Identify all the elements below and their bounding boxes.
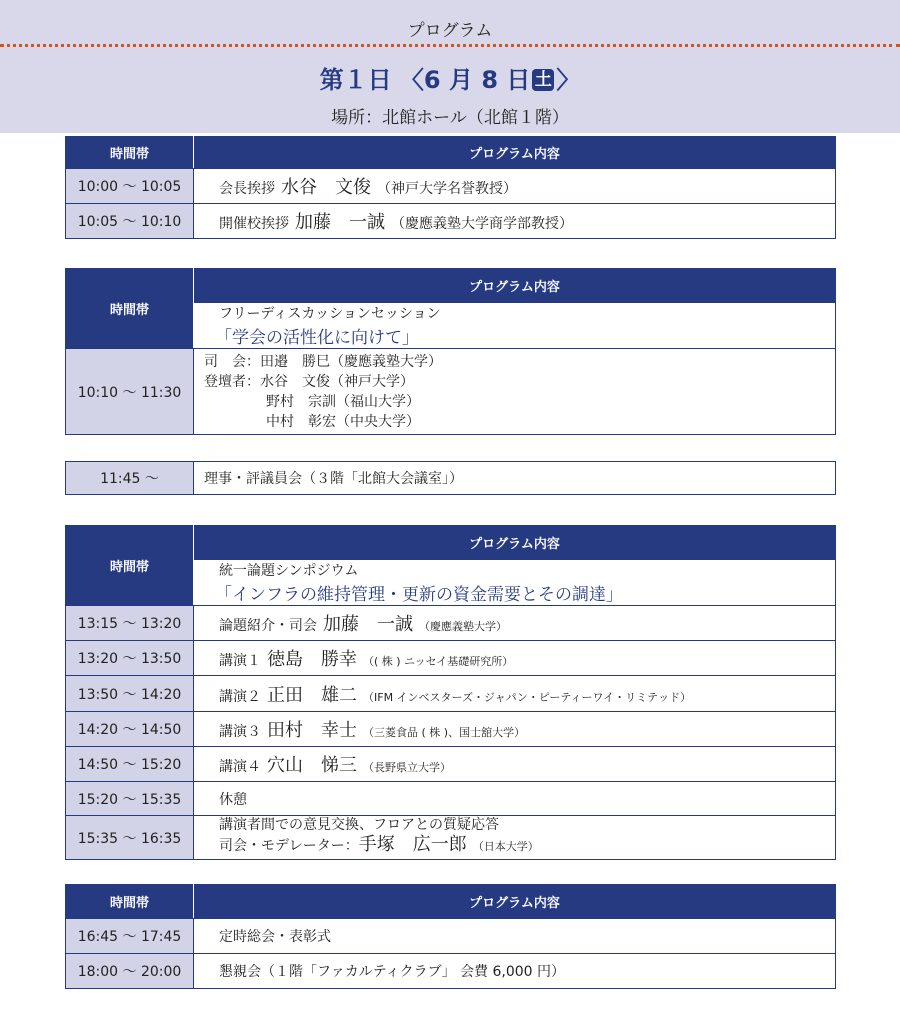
affiliation-text: （長野県立大学） [363, 761, 451, 774]
affiliation-text: （慶應義塾大学商学部教授） [391, 216, 573, 232]
time-cell: 11:45 〜 [66, 462, 194, 495]
content-cell [194, 169, 836, 204]
role-text: 会長挨拶 [219, 181, 275, 197]
role-text: 講演４ [219, 759, 261, 775]
time-cell: 18:00 〜 20:00 [66, 954, 194, 989]
schedule-table-symposium [65, 525, 836, 860]
time-cell: 10:10 〜 11:30 [66, 349, 194, 435]
session-theme: 「学会の活性化に向けて」 [215, 328, 419, 348]
affiliation-text: （慶應義塾大学） [419, 620, 507, 633]
header-time: 時間帯 [66, 526, 194, 606]
speaker-name: 手塚 広一郎 [358, 834, 467, 855]
content-cell: 懇親会（１階「ファカルティクラブ」 会費 6,000 円） [194, 954, 836, 989]
table-row [66, 462, 836, 495]
header-content: プログラム内容 [194, 885, 836, 919]
moderator-line: 司会・モデレーター：手塚 広一郎 （日本大学） [219, 834, 539, 855]
content-cell [194, 204, 836, 239]
day-title [0, 60, 900, 95]
discussion-line: 講演者間での意見交換、フロアとの質疑応答 [219, 817, 499, 833]
content-cell [194, 712, 836, 747]
speaker-name: 穴山 悌三 [267, 755, 357, 776]
table-row [66, 676, 836, 712]
panelist-line: 野村 宗訓（福山大学） [266, 393, 420, 410]
table-row [66, 712, 836, 747]
role-text: 講演１ [219, 653, 261, 669]
table-row [66, 169, 836, 204]
weekday-badge: 土 [532, 69, 554, 91]
dotted-divider [0, 44, 900, 47]
role-text: 開催校挨拶 [219, 216, 289, 232]
content-cell: 定時総会・表彰式 [194, 919, 836, 954]
content-cell: 理事・評議員会（３階「北館大会議室」） [194, 462, 836, 495]
time-cell: 13:20 〜 13:50 [66, 641, 194, 676]
session-title: フリーディスカッションセッション [219, 306, 441, 322]
panel-cell [194, 349, 836, 435]
affiliation-text: （三菱食品 ( 株 )、国士舘大学） [363, 726, 526, 739]
moderator-line: 司 会：田邉 勝巳（慶應義塾大学） [204, 353, 442, 370]
speaker-name: 水谷 文俊 [281, 177, 371, 198]
content-cell [194, 747, 836, 782]
role-text: 講演３ [219, 724, 261, 740]
table-row [66, 204, 836, 239]
table-row [66, 606, 836, 641]
table-row [66, 919, 836, 954]
role-text: 論題紹介・司会 [219, 618, 317, 634]
schedule-table-opening [65, 136, 836, 239]
content-cell [194, 816, 836, 860]
panelist-line: 中村 彰宏（中央大学） [266, 413, 420, 430]
time-cell: 10:05 〜 10:10 [66, 204, 194, 239]
schedule-table-board [65, 461, 836, 495]
table-row [66, 641, 836, 676]
table-row [66, 816, 836, 860]
session-theme: 「インフラの維持管理・更新の資金需要とその調達」 [215, 585, 623, 605]
time-cell: 15:35 〜 16:35 [66, 816, 194, 860]
day-title-close: 〉 [556, 66, 581, 94]
time-cell: 14:50 〜 15:20 [66, 747, 194, 782]
session-cell [194, 560, 836, 606]
speaker-name: 加藤 一誠 [295, 212, 385, 233]
time-cell: 13:50 〜 14:20 [66, 676, 194, 712]
time-cell: 16:45 〜 17:45 [66, 919, 194, 954]
speaker-name: 田村 幸士 [267, 720, 357, 741]
speaker-name: 正田 雄二 [267, 684, 357, 706]
header-time: 時間帯 [66, 885, 194, 919]
speaker-name: 徳島 勝幸 [267, 649, 357, 670]
venue-text: 場所：北館ホール（北館１階） [331, 108, 569, 128]
time-cell: 15:20 〜 15:35 [66, 782, 194, 816]
content-cell [194, 676, 836, 712]
affiliation-text: （神戸大学名誉教授） [377, 181, 517, 197]
session-cell [194, 303, 836, 349]
affiliation-text: （IFM インベスターズ・ジャパン・ピーティーワイ・リミテッド） [363, 690, 692, 704]
table-row [66, 954, 836, 989]
header-content: プログラム内容 [194, 269, 836, 303]
header-time: 時間帯 [66, 269, 194, 349]
table-row [66, 349, 836, 435]
table-row [66, 747, 836, 782]
table-row [66, 782, 836, 816]
role-text: 講演２ [219, 688, 261, 705]
schedule-table-discussion [65, 268, 836, 435]
affiliation-text: （日本大学） [472, 840, 539, 853]
schedule-table-closing [65, 884, 836, 989]
header-content: プログラム内容 [194, 137, 836, 169]
content-cell: 休憩 [194, 782, 836, 816]
affiliation-text: （( 株 ) ニッセイ基礎研究所） [363, 655, 514, 668]
header-time: 時間帯 [66, 137, 194, 169]
session-title: 統一論題シンポジウム [219, 563, 359, 579]
time-cell: 13:15 〜 13:20 [66, 606, 194, 641]
header-content: プログラム内容 [194, 526, 836, 560]
speaker-name: 加藤 一誠 [323, 614, 413, 635]
day-title-date: 第１日 〈6 月 8 日 [319, 66, 531, 94]
content-cell [194, 606, 836, 641]
time-cell: 14:20 〜 14:50 [66, 712, 194, 747]
content-cell [194, 641, 836, 676]
header-band [0, 0, 900, 133]
program-label: プログラム [407, 21, 493, 41]
panelist-line: 登壇者：水谷 文俊（神戸大学） [204, 373, 414, 390]
time-cell: 10:00 〜 10:05 [66, 169, 194, 204]
